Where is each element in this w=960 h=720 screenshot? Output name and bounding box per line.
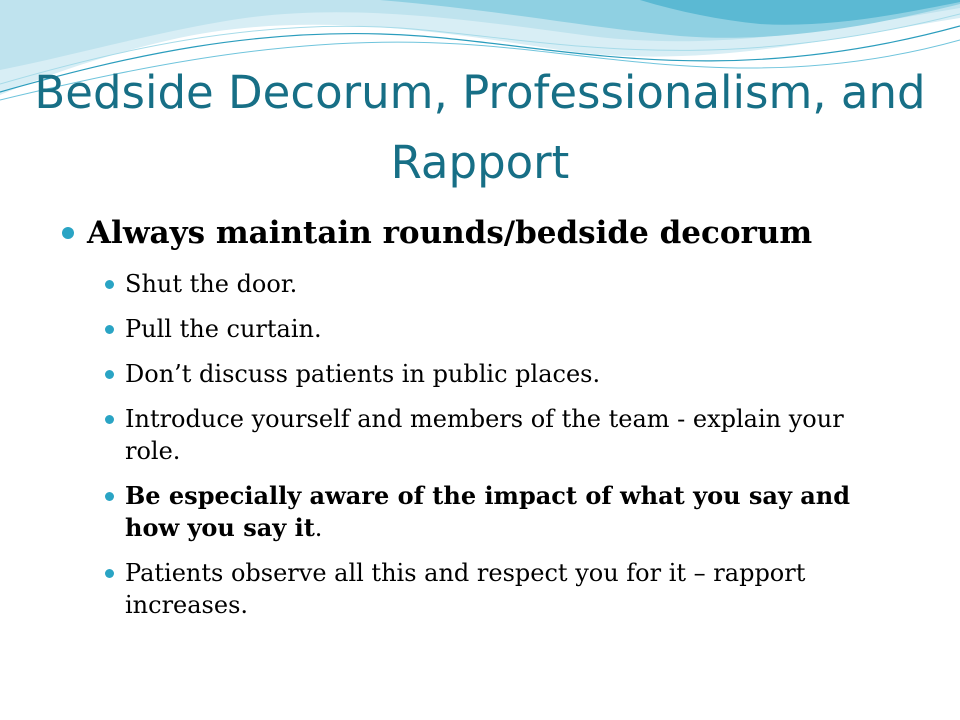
- bullet-dot-icon: [105, 569, 114, 578]
- emphasis-bullet-period: .: [314, 514, 323, 542]
- sub-bullet-item: [125, 557, 885, 621]
- bullet-dot-icon: [105, 280, 114, 289]
- slide-body: [0, 212, 960, 634]
- bullet-dot-icon: [105, 325, 114, 334]
- sub-bullet-text: Don’t discuss patients in public places.: [125, 360, 601, 388]
- sub-bullet-item: [125, 313, 885, 345]
- bullet-dot-icon: [105, 370, 114, 379]
- bullet-dot-icon: [105, 415, 114, 424]
- bullet-dot-icon: [105, 492, 114, 501]
- sub-bullet-list: [0, 268, 960, 621]
- main-bullet-item: [87, 212, 960, 254]
- bullet-dot-icon: [62, 227, 74, 239]
- emphasis-bullet-item: [125, 480, 885, 544]
- main-bullet-text: Always maintain rounds/bedside decorum: [87, 215, 813, 251]
- emphasis-bullet-text: Be especially aware of the impact of what you say and how you say it: [125, 481, 851, 542]
- sub-bullet-text: Pull the curtain.: [125, 315, 322, 343]
- slide-title: Bedside Decorum, Professionalism, and Rapport: [34, 66, 926, 189]
- sub-bullet-text: Patients observe all this and respect you for it – rapport increases.: [125, 559, 806, 619]
- sub-bullet-item: [125, 358, 885, 390]
- sub-bullet-item: [125, 403, 885, 467]
- sub-bullet-item: [125, 268, 885, 300]
- sub-bullet-text: Shut the door.: [125, 270, 298, 298]
- sub-bullet-text: Introduce yourself and members of the team - explain your role.: [125, 405, 844, 465]
